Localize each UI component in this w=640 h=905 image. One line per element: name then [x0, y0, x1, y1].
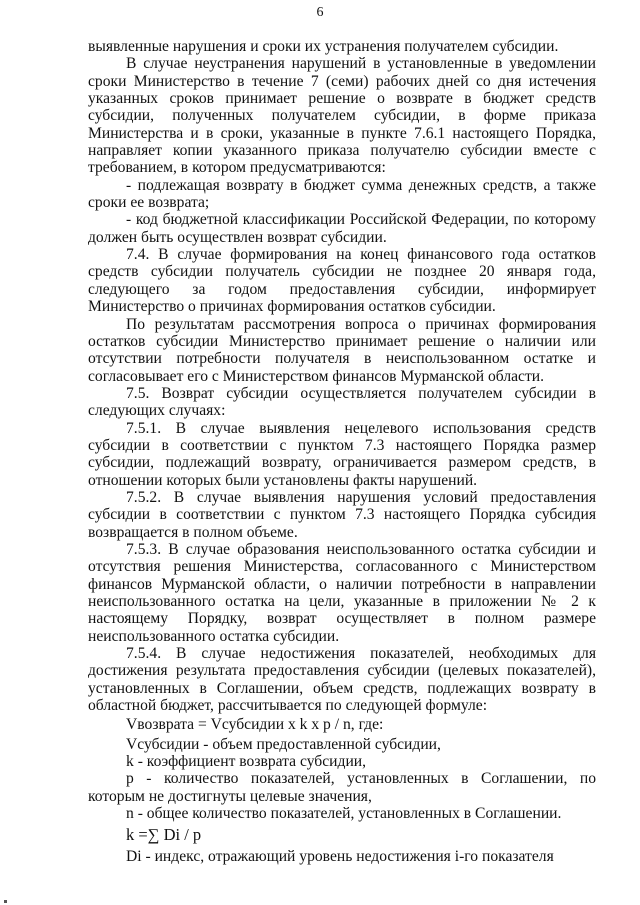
- paragraph-7-4: 7.4. В случае формирования на конец финансового года остатков средств субсидии получатель субсидии не позднее 20 января года, следующего за годом предоставления субсидии, информирует Министерство о причинах формирования остатков субсидии.: [88, 246, 596, 316]
- formula-def-vsubsidy: Vсубсидии - объем предоставленной субсидии,: [126, 735, 441, 753]
- paragraph-7-5: 7.5. Возврат субсидии осуществляется получателем субсидии в следующих случаях:: [88, 384, 596, 420]
- page-number: 6: [316, 5, 324, 20]
- paragraph-7-5-1: 7.5.1. В случае выявления нецелевого использования средств субсидии в соответствии с пунктом 7.3 настоящего Порядка размер субсидии, подлежащий возврату, ограничивается размером средств, в отношении которых были установлены факты нарушений.: [88, 419, 596, 489]
- formula-def-di: Di - индекс, отражающий уровень недостижения i-го показателя: [126, 847, 554, 865]
- document-body: [88, 38, 596, 865]
- formula-def-n: n - общее количество показателей, установленных в Соглашении.: [126, 805, 562, 823]
- formula-k: k =∑ Di / p: [126, 825, 202, 845]
- paragraph-7-5-3: 7.5.3. В случае образования неиспользованного остатка субсидии и отсутствия решения Министерства, согласованного с Министерством финансов Мурманской области, о наличии потребности в направлении неиспользованного остатка на цели, указанные в приложении № 2 к настоящему Порядку, возврат осуществляет в полном размере неиспользованного остатка субсидии.: [88, 540, 596, 645]
- paragraph-nonelimination: В случае неустранения нарушений в установленные в уведомлении сроки Министерство в течение 7 (семи) рабочих дней со дня истечения указанных сроков принимает решение о возврате в бюджет средств субсидии, полученных получателем субсидии, в форме приказа Министерства и в сроки, указанные в пункте 7.6.1 настоящего Порядка, направляет копии указанного приказа получателю субсидии вместе с требованием, в котором предусматриваются:: [88, 55, 596, 177]
- paragraph-continuation: выявленные нарушения и сроки их устранения получателем субсидии.: [88, 38, 559, 55]
- paragraph-7-5-2: 7.5.2. В случае выявления нарушения условий предоставления субсидии в соответствии с пунктом 7.3 настоящего Порядка субсидия возвращается в полном объеме.: [88, 488, 596, 541]
- formula-def-p: p - количество показателей, установленных в Соглашении, по которым не достигнуты целевые значения,: [88, 770, 596, 805]
- paragraph-7-5-4: 7.5.4. В случае недостижения показателей, необходимых для достижения результата предоставления субсидии (целевых показателей), установленных в Соглашении, объем средств, подлежащих возврату в областной бюджет, рассчитывается по следующей формуле:: [88, 645, 596, 715]
- formula-main: Vвозврата = Vсубсидии x k x p / n, где:: [126, 716, 384, 734]
- scan-dot-mark: [4, 900, 7, 903]
- formula-def-k: k - коэффициент возврата субсидии,: [126, 753, 367, 771]
- list-item-amount: - подлежащая возврату в бюджет сумма денежных средств, а также сроки ее возврата;: [88, 176, 596, 212]
- list-item-budget-code: - код бюджетной классификации Российской Федерации, по которому должен быть осуществлен возврат субсидии.: [88, 211, 596, 246]
- paragraph-review-results: По результатам рассмотрения вопроса о причинах формирования остатков субсидии Министерство принимает решение о наличии или отсутствии потребности получателя в неиспользованном остатке и согласовывает его с Министерством финансов Мурманской области.: [88, 315, 596, 385]
